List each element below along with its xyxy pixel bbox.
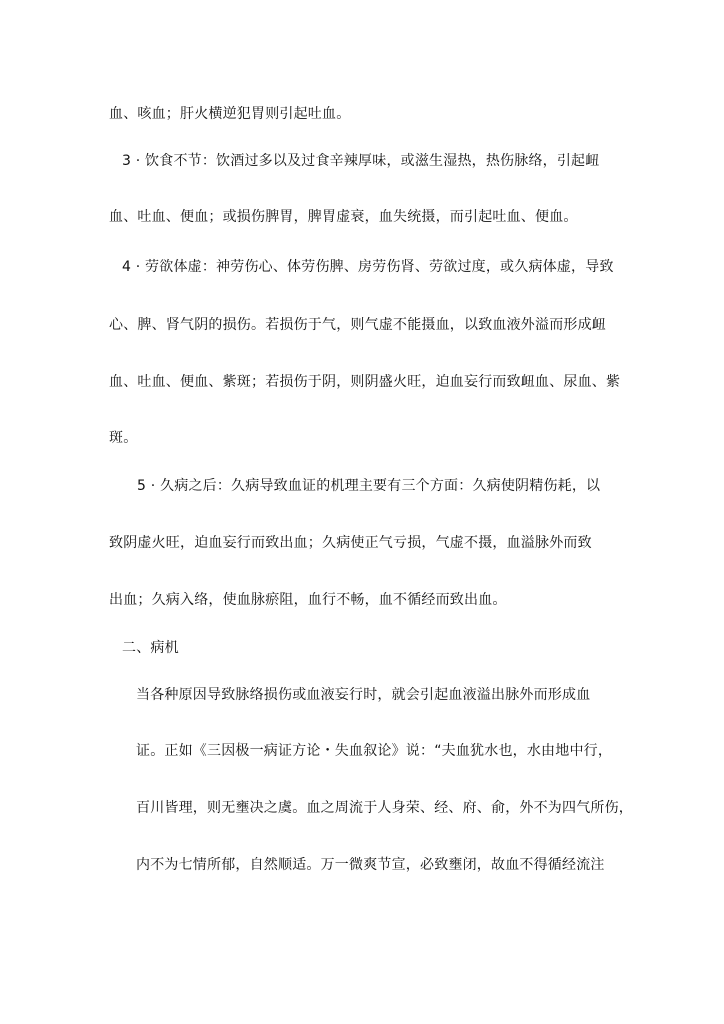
- text-line-13: 证。正如《三因极一病证方论・失血叙论》说：“夫血犹水也，水由地中行，: [136, 743, 613, 759]
- text-line-4: 4 · 劳欲体虚：神劳伤心、体劳伤脾、房劳伤肾、劳欲过度，或久病体虚，导致: [122, 259, 614, 275]
- text-line-14: 百川皆理，则无壅决之虞。血之周流于人身荣、经、府、俞，外不为四气所伤，: [136, 800, 633, 816]
- text-line-5: 心、脾、肾气阴的损伤。若损伤于气，则气虚不能摄血，以致血液外溢而形成衄: [109, 317, 606, 333]
- text-line-3: 血、吐血、便血；或损伤脾胃，脾胃虚衰，血失统摄，而引起吐血、便血。: [109, 209, 578, 225]
- text-line-9: 致阴虚火旺，迫血妄行而致出血；久病使正气亏损，气虚不摄，血溢脉外而致: [109, 535, 592, 551]
- text-line-2: 3 · 饮食不节：饮酒过多以及过食辛辣厚味，或滋生湿热，热伤脉络，引起衄: [122, 153, 600, 169]
- text-line-12: 当各种原因导致脉络损伤或血液妄行时，就会引起血液溢出脉外而形成血: [136, 687, 591, 703]
- section-heading: 二、病机: [122, 640, 179, 656]
- text-line-1: 血、咳血；肝火横逆犯胃则引起吐血。: [109, 106, 351, 122]
- text-line-10: 出血；久病入络，使血脉瘀阻，血行不畅，血不循经而致出血。: [109, 592, 507, 608]
- text-line-8: 5 · 久病之后：久病导致血证的机理主要有三个方面：久病使阴精伤耗，以: [137, 478, 601, 494]
- text-line-6: 血、吐血、便血、紫斑；若损伤于阴，则阴盛火旺，迫血妄行而致衄血、尿血、紫: [109, 374, 621, 390]
- text-line-7: 斑。: [109, 430, 138, 446]
- text-line-15: 内不为七情所郁，自然顺适。万一微爽节宣，必致壅闭，故血不得循经流注: [136, 857, 605, 873]
